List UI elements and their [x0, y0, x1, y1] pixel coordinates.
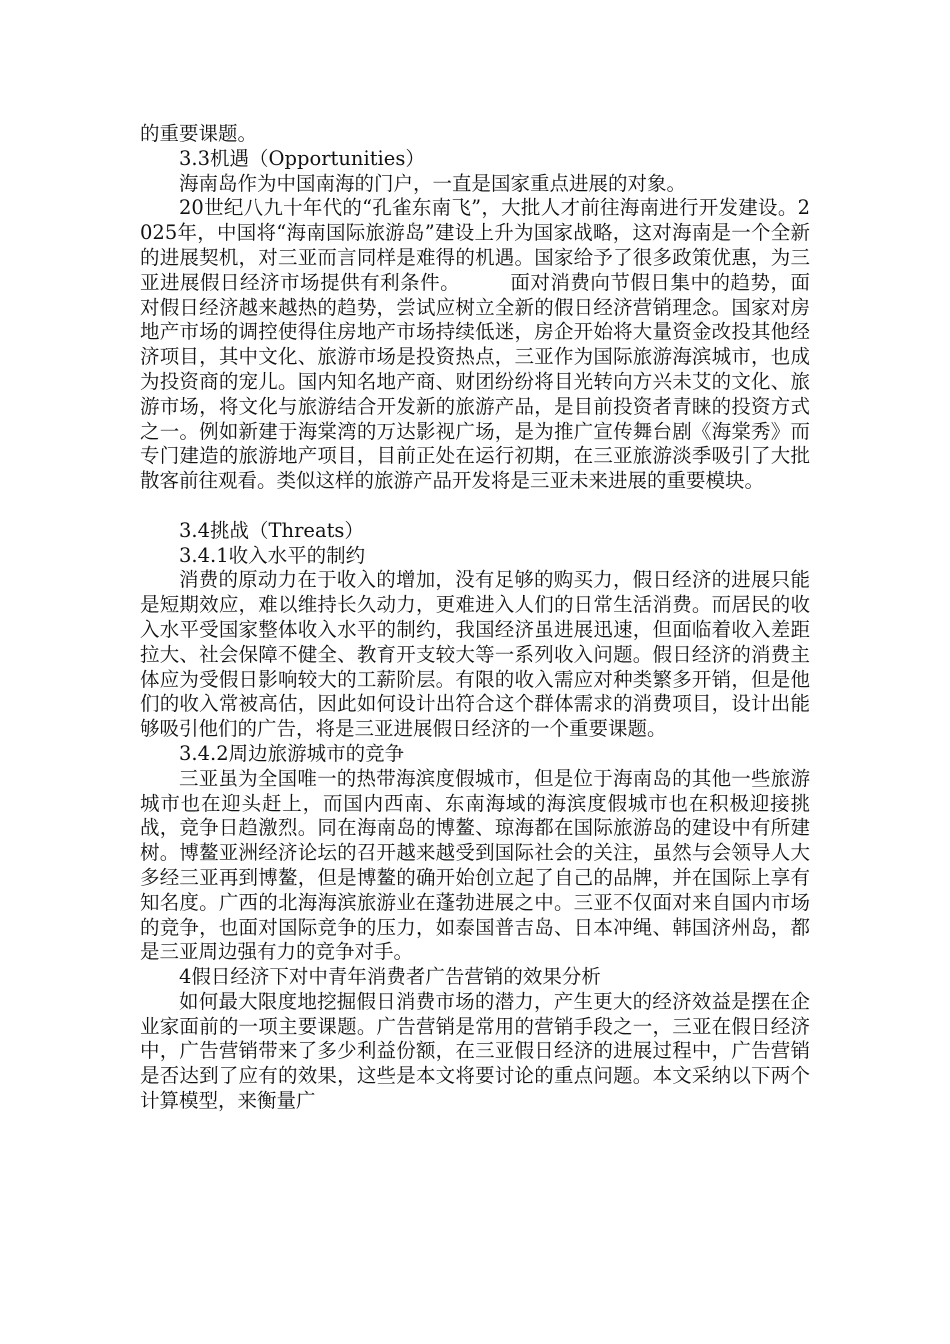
heading-3-4: 3.4挑战（Threats） — [179, 518, 364, 542]
heading-4: 4假日经济下对中青年消费者广告营销的效果分析 — [179, 965, 601, 989]
document-page — [140, 122, 810, 1114]
heading-3-3: 3.3机遇（Opportunities） — [179, 146, 425, 170]
paragraph-4: 如何最大限度地挖掘假日消费市场的潜力，产生更大的经济效益是摆在企业家面前的一项主要课题。广告营销是常用的营销手段之一，三亚在假日经济中，广告营销带来了多少利益份额，在三亚假日经济的进展过程中，广告营销是否达到了应有的效果，这些是本文将要讨论的重点问题。本文采纳以下两个计算模型，来衡量广 — [140, 989, 810, 1113]
continuation-paragraph: 的重要课题。 — [140, 122, 258, 145]
paragraph-3-3-b: 20世纪八九十年代的“孔雀东南飞”，大批人才前往海南进行开发建设。2025年，中国将“海南国际旅游岛”建设上升为国家战略，这对海南是一个全新的进展契机，对三亚而言同样是难得的机遇。国家给予了很多政策优惠，为三亚进展假日经济市场提供有利条件。 面对消费向节假日集中的趋势，面对假日经济越来越热的趋势，尝试应树立全新的假日经济营销理念。国家对房地产市场的调控使得住房地产市场持续低迷，房企开始将大量资金改投其他经济项目，其中文化、旅游市场是投资热点，三亚作为国际旅游海滨城市，也成为投资商的宠儿。国内知名地产商、财团纷纷将目光转向方兴未艾的文化、旅游市场，将文化与旅游结合开发新的旅游产品，是目前投资者青睐的投资方式之一。例如新建于海棠湾的万达影视广场，是为推广宣传舞台剧《海棠秀》而专门建造的旅游地产项目，目前正处在运行初期，在三亚旅游淡季吸引了大批散客前往观看。类似这样的旅游产品开发将是三亚未来进展的重要模块。 — [140, 196, 810, 493]
paragraph-3-4-1: 消费的原动力在于收入的增加，没有足够的购买力，假日经济的进展只能是短期效应，难以维持长久动力，更难进入人们的日常生活消费。而居民的收入水平受国家整体收入水平的制约，我国经济虽进展迅速，但面临着收入差距拉大、社会保障不健全、教育开支较大等一系列收入问题。假日经济的消费主体应为受假日影响较大的工薪阶层。有限的收入需应对种类繁多开销，但是他们的收入常被高估，因此如何设计出符合这个群体需求的消费项目，设计出能够吸引他们的广告，将是三亚进展假日经济的一个重要课题。 — [140, 568, 810, 741]
paragraph-3-4-2: 三亚虽为全国唯一的热带海滨度假城市，但是位于海南岛的其他一些旅游城市也在迎头赶上，而国内西南、东南海域的海滨度假城市也在积极迎接挑战，竞争日趋激烈。同在海南岛的博鳌、琼海都在国际旅游岛的建设中有所建树。博鳌亚洲经济论坛的召开越来越受到国际社会的关注，虽然与会领导人大多经三亚再到博鳌，但是博鳌的确开始创立起了自己的品牌，并在国际上享有知名度。广西的北海海滨旅游业在蓬勃进展之中。三亚不仅面对来自国内市场的竞争，也面对国际竞争的压力，如泰国普吉岛、日本冲绳、韩国济州岛，都是三亚周边强有力的竞争对手。 — [140, 766, 810, 964]
blank-line — [140, 494, 810, 519]
paragraph-3-3-a: 海南岛作为中国南海的门户，一直是国家重点进展的对象。 — [179, 171, 687, 195]
heading-3-4-2: 3.4.2周边旅游城市的竞争 — [179, 741, 405, 765]
heading-3-4-1: 3.4.1收入水平的制约 — [179, 543, 366, 567]
